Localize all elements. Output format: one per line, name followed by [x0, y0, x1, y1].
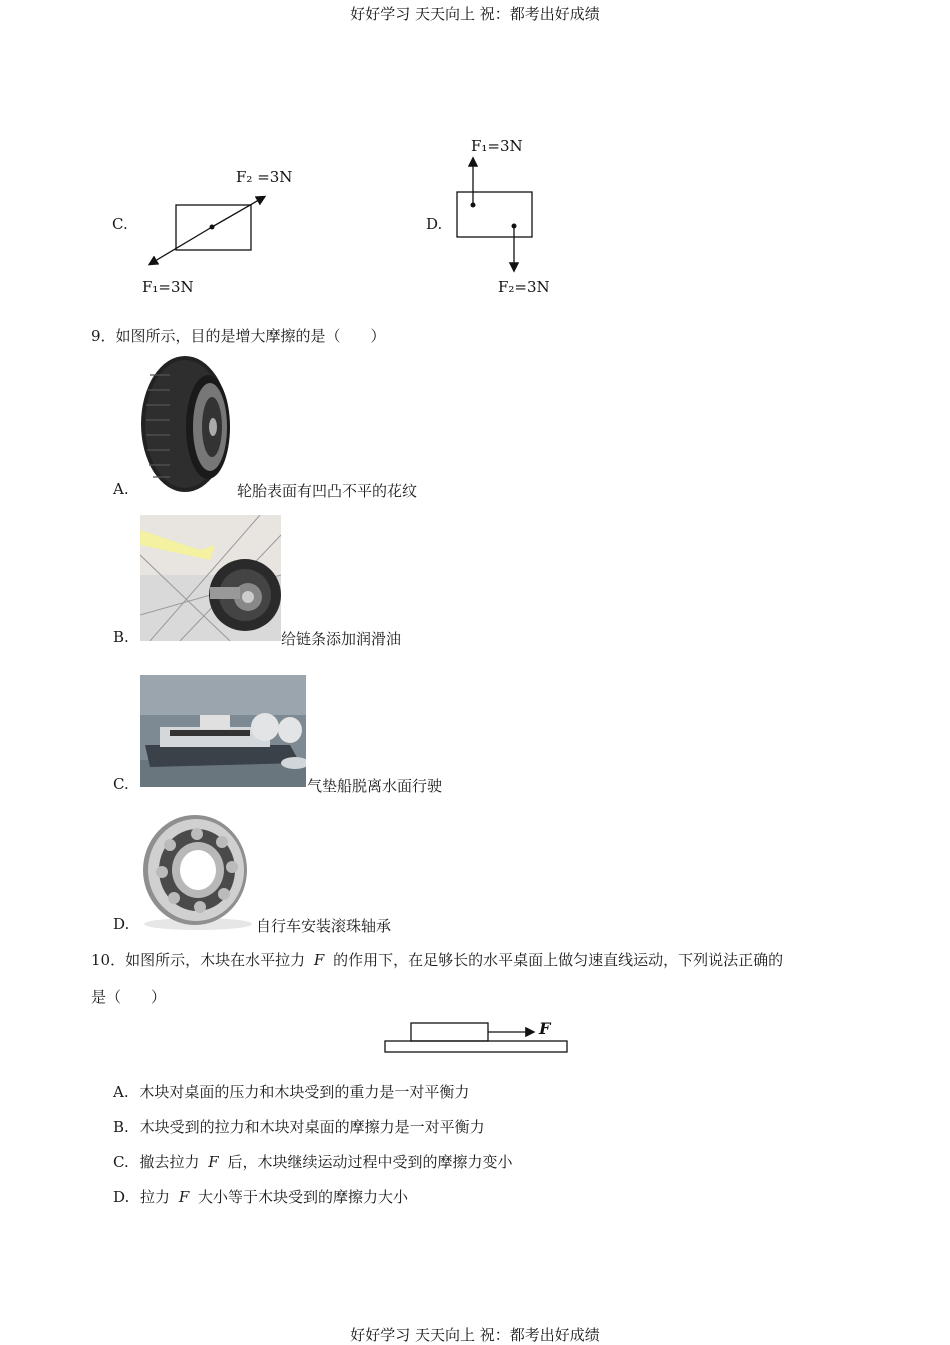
page-header: 好好学习 天天向上 祝：都考出好成绩	[350, 5, 600, 23]
f2-label: F₂=3N	[498, 278, 550, 296]
q9-stem: 9．如图所示，目的是增大摩擦的是（ ）	[91, 327, 386, 345]
q9-option-c-text: 气垫船脱离水面行驶	[307, 777, 443, 795]
force-label: F	[539, 1019, 551, 1038]
q9-option-d-label: D.	[113, 915, 130, 933]
q10-option-b-label: B.	[113, 1118, 129, 1136]
q10-option-d-text-a: 拉力	[140, 1188, 171, 1206]
q8-option-d-label: D.	[426, 215, 443, 233]
f1-label: F₁=3N	[142, 278, 194, 296]
f2-label: F₂ =3N	[236, 168, 293, 186]
center-dot	[210, 225, 215, 230]
q9-option-b-text: 给链条添加润滑油	[281, 630, 402, 648]
chain-lubrication-image	[140, 515, 281, 641]
q9-option-b-label: B.	[113, 628, 129, 646]
q10-option-d-variable: F	[178, 1188, 190, 1206]
tire-image	[140, 355, 235, 493]
q10-stem-line1	[91, 949, 783, 970]
q10-stem-line2: 是（ ）	[91, 988, 167, 1006]
q10-option-c-variable: F	[208, 1153, 219, 1171]
q10-option-c-text-b: 后，木块继续运动过程中受到的摩擦力变小	[227, 1153, 513, 1171]
q10-option-a-text: 木块对桌面的压力和木块受到的重力是一对平衡力	[139, 1083, 470, 1101]
block-rect	[457, 192, 532, 237]
f2-arrow	[212, 197, 264, 227]
q10-option-c-text-a: 撤去拉力	[139, 1153, 200, 1171]
f2-dot	[512, 224, 517, 229]
table-surface	[385, 1041, 567, 1052]
q8-option-c-diagram	[140, 160, 310, 300]
q10-stem-part-a: 10．如图所示，木块在水平拉力	[91, 951, 306, 969]
q10-option-a-label: A.	[113, 1083, 129, 1101]
hovercraft-image	[140, 675, 306, 787]
q9-option-c-label: C.	[113, 775, 129, 793]
q8-option-c-label: C.	[112, 215, 128, 233]
f1-label: F₁=3N	[471, 137, 523, 155]
q9-option-a-text: 轮胎表面有凹凸不平的花纹	[237, 482, 418, 500]
ball-bearing-image	[140, 812, 252, 930]
q10-block-diagram	[380, 1015, 575, 1057]
q9-option-a-label: A.	[113, 480, 129, 498]
q10-option-d-text-b: 大小等于木块受到的摩擦力大小	[198, 1188, 409, 1206]
q8-option-d-diagram	[450, 130, 580, 300]
q10-option-a	[113, 1081, 469, 1102]
q10-stem-part-b: 的作用下，在足够长的水平桌面上做匀速直线运动，下列说法正确的	[333, 951, 784, 969]
q10-option-c	[113, 1151, 513, 1172]
q10-stem-variable: F	[313, 951, 325, 969]
q10-option-b-text: 木块受到的拉力和木块对桌面的摩擦力是一对平衡力	[139, 1118, 485, 1136]
q10-option-d-label: D.	[113, 1188, 130, 1206]
q9-option-d-text: 自行车安装滚珠轴承	[256, 917, 392, 935]
q10-option-d	[113, 1186, 408, 1207]
page-footer: 好好学习 天天向上 祝：都考出好成绩	[350, 1326, 600, 1344]
q10-option-b	[113, 1116, 485, 1137]
f1-arrow	[150, 227, 212, 264]
f1-dot	[471, 203, 476, 208]
wooden-block	[411, 1023, 488, 1041]
q10-option-c-label: C.	[113, 1153, 129, 1171]
